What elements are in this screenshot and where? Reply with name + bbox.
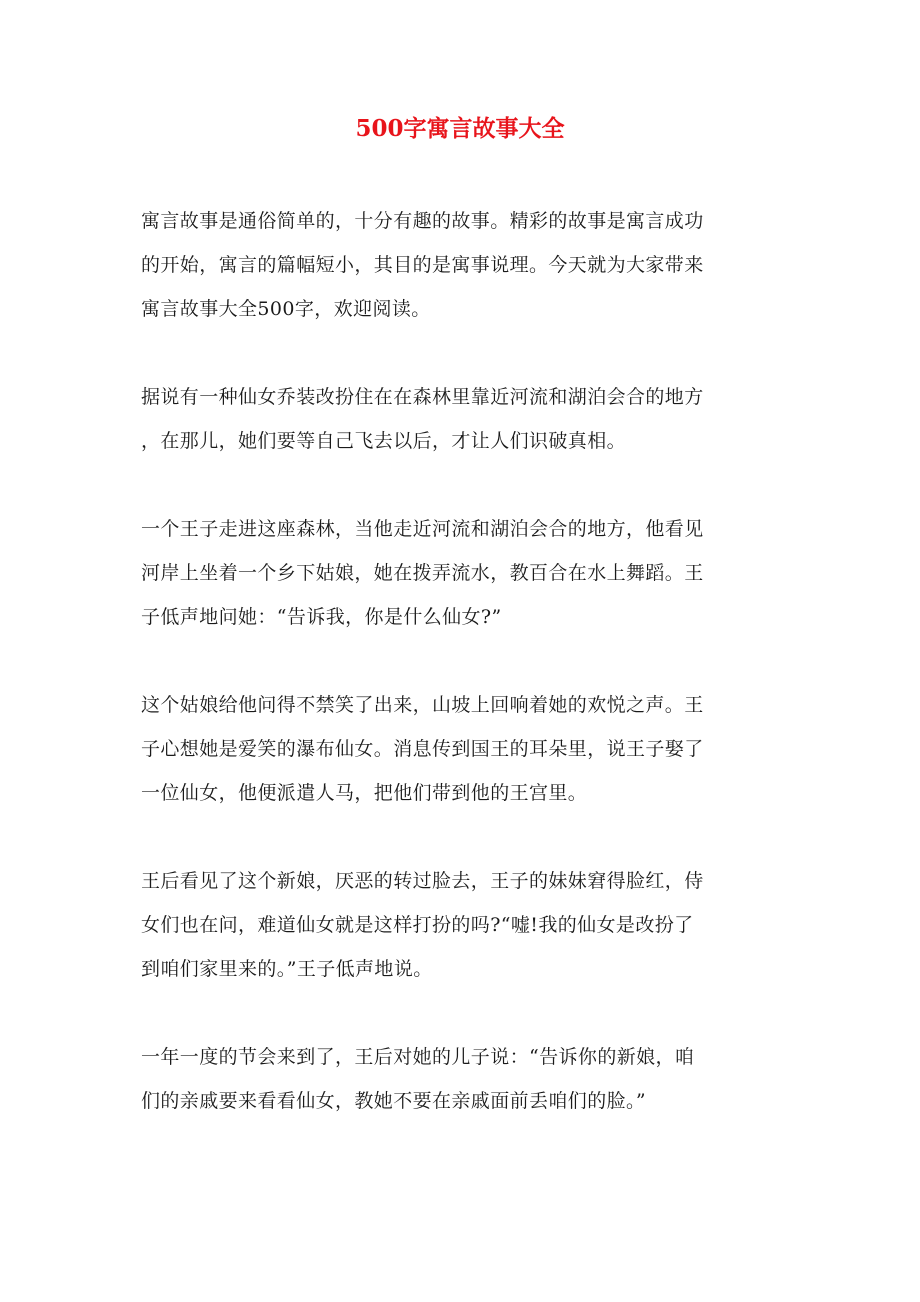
paragraph-6: 一年一度的节会来到了，王后对她的儿子说：“告诉你的新娘，咱 们的亲戚要来看看仙女，教她不要在亲戚面前丢咱们的脸。” <box>141 1046 695 1112</box>
paragraph-2: 据说有一种仙女乔装改扮住在在森林里靠近河流和湖泊会合的地方 ，在那儿，她们要等自己飞去以后，才让人们识破真相。 <box>141 386 704 452</box>
document-body <box>141 199 781 1167</box>
paragraph-4: 这个姑娘给他问得不禁笑了出来，山坡上回响着她的欢悦之声。王 子心想她是爱笑的瀑布仙女。消息传到国王的耳朵里，说王子娶了 一位仙女，他便派遣人马，把他们带到他的王宫里。 <box>141 694 704 804</box>
paragraph-3: 一个王子走进这座森林，当他走近河流和湖泊会合的地方，他看见 河岸上坐着一个乡下姑娘，她在拨弄流水，教百合在水上舞蹈。王 子低声地问她：“告诉我，你是什么仙女?” <box>141 518 704 628</box>
paragraph-1: 寓言故事是通俗简单的，十分有趣的故事。精彩的故事是寓言成功 的开始，寓言的篇幅短小，其目的是寓事说理。今天就为大家带来 寓言故事大全500字，欢迎阅读。 <box>141 210 704 320</box>
paragraph-5: 王后看见了这个新娘，厌恶的转过脸去，王子的妹妹窘得脸红，侍 女们也在问，难道仙女就是这样打扮的吗?“嘘!我的仙女是改扮了 到咱们家里来的。”王子低声地说。 <box>141 870 704 980</box>
document-title: 500字寓言故事大全 <box>355 115 565 142</box>
